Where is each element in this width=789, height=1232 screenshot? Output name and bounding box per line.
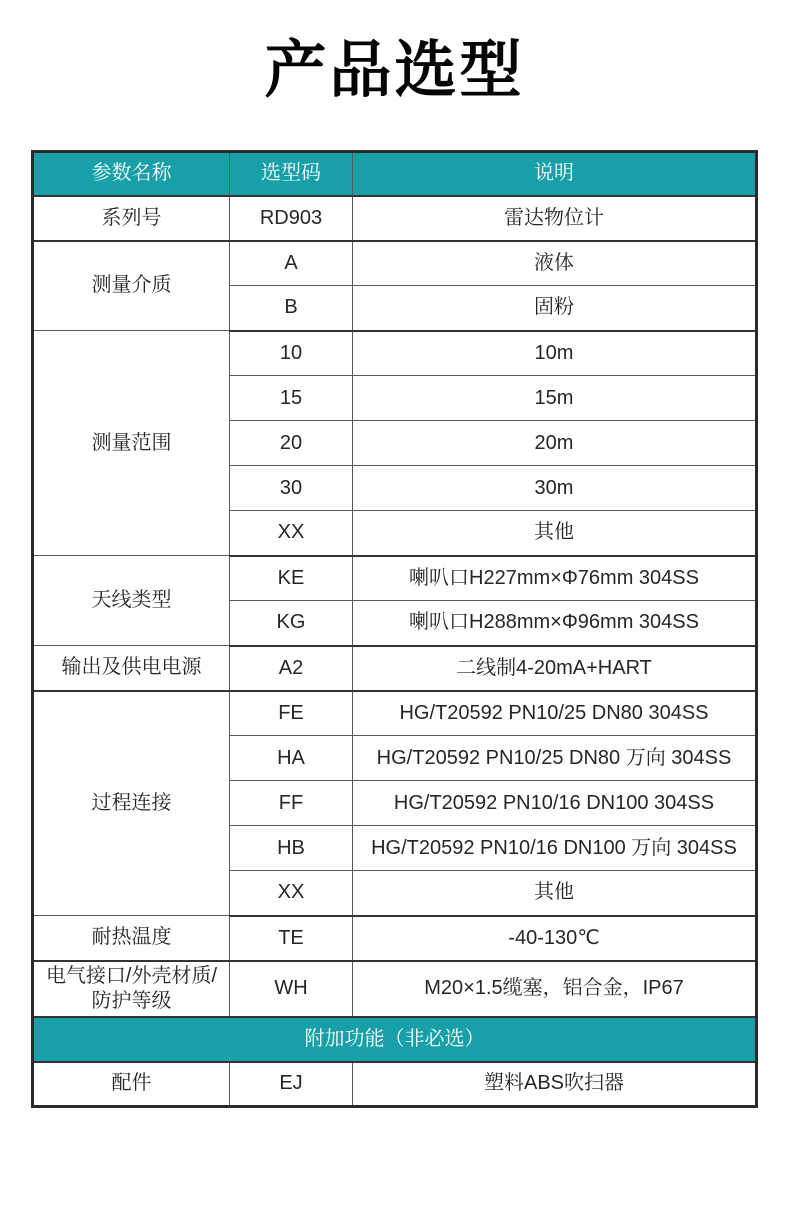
code-cell: XX: [230, 871, 353, 916]
desc-cell: 10m: [353, 331, 757, 376]
table-row: [33, 196, 757, 241]
desc-cell: 固粉: [353, 286, 757, 331]
desc-cell: 其他: [353, 871, 757, 916]
code-cell: 30: [230, 466, 353, 511]
code-cell: A: [230, 241, 353, 286]
desc-cell: HG/T20592 PN10/25 DN80 304SS: [353, 691, 757, 736]
table-header: [33, 152, 757, 196]
param-cell: 系列号: [33, 196, 230, 241]
code-cell: EJ: [230, 1062, 353, 1107]
param-cell: 输出及供电电源: [33, 646, 230, 691]
column-header-1: 选型码: [230, 152, 353, 196]
column-header-2: 说明: [353, 152, 757, 196]
code-cell: RD903: [230, 196, 353, 241]
section-banner-row: [33, 1017, 757, 1062]
page-title: 产品选型: [264, 36, 525, 105]
code-cell: FF: [230, 781, 353, 826]
table-row: [33, 556, 757, 601]
table-row: [33, 1062, 757, 1107]
desc-cell: 二线制4-20mA+HART: [353, 646, 757, 691]
table-row: [33, 331, 757, 376]
table-row: [33, 241, 757, 286]
code-cell: 10: [230, 331, 353, 376]
code-cell: B: [230, 286, 353, 331]
code-cell: KE: [230, 556, 353, 601]
column-header-0: 参数名称: [33, 152, 230, 196]
code-cell: 15: [230, 376, 353, 421]
table-row: [33, 646, 757, 691]
code-cell: KG: [230, 601, 353, 646]
param-cell: 测量介质: [33, 241, 230, 331]
code-cell: XX: [230, 511, 353, 556]
desc-cell: -40-130℃: [353, 916, 757, 961]
product-selection-table: [31, 150, 758, 1108]
param-cell: 过程连接: [33, 691, 230, 916]
param-cell: 配件: [33, 1062, 230, 1107]
table-body: [33, 196, 757, 1107]
desc-cell: HG/T20592 PN10/25 DN80 万向 304SS: [353, 736, 757, 781]
param-cell: 天线类型: [33, 556, 230, 646]
desc-cell: 15m: [353, 376, 757, 421]
code-cell: WH: [230, 961, 353, 1017]
desc-cell: HG/T20592 PN10/16 DN100 万向 304SS: [353, 826, 757, 871]
section-banner: 附加功能（非必选）: [33, 1017, 757, 1062]
desc-cell: 液体: [353, 241, 757, 286]
table-row: [33, 961, 757, 1017]
desc-cell: 塑料ABS吹扫器: [353, 1062, 757, 1107]
table-row: [33, 916, 757, 961]
desc-cell: 喇叭口H288mm×Φ96mm 304SS: [353, 601, 757, 646]
code-cell: FE: [230, 691, 353, 736]
code-cell: HB: [230, 826, 353, 871]
desc-cell: 雷达物位计: [353, 196, 757, 241]
param-cell: 电气接口/外壳材质/防护等级: [33, 961, 230, 1017]
param-cell: 耐热温度: [33, 916, 230, 961]
table-row: [33, 691, 757, 736]
desc-cell: M20×1.5缆塞，铝合金，IP67: [353, 961, 757, 1017]
code-cell: 20: [230, 421, 353, 466]
desc-cell: 喇叭口H227mm×Φ76mm 304SS: [353, 556, 757, 601]
code-cell: HA: [230, 736, 353, 781]
param-cell: 测量范围: [33, 331, 230, 556]
desc-cell: 其他: [353, 511, 757, 556]
desc-cell: 20m: [353, 421, 757, 466]
code-cell: A2: [230, 646, 353, 691]
desc-cell: HG/T20592 PN10/16 DN100 304SS: [353, 781, 757, 826]
code-cell: TE: [230, 916, 353, 961]
header-row: [33, 152, 757, 196]
desc-cell: 30m: [353, 466, 757, 511]
